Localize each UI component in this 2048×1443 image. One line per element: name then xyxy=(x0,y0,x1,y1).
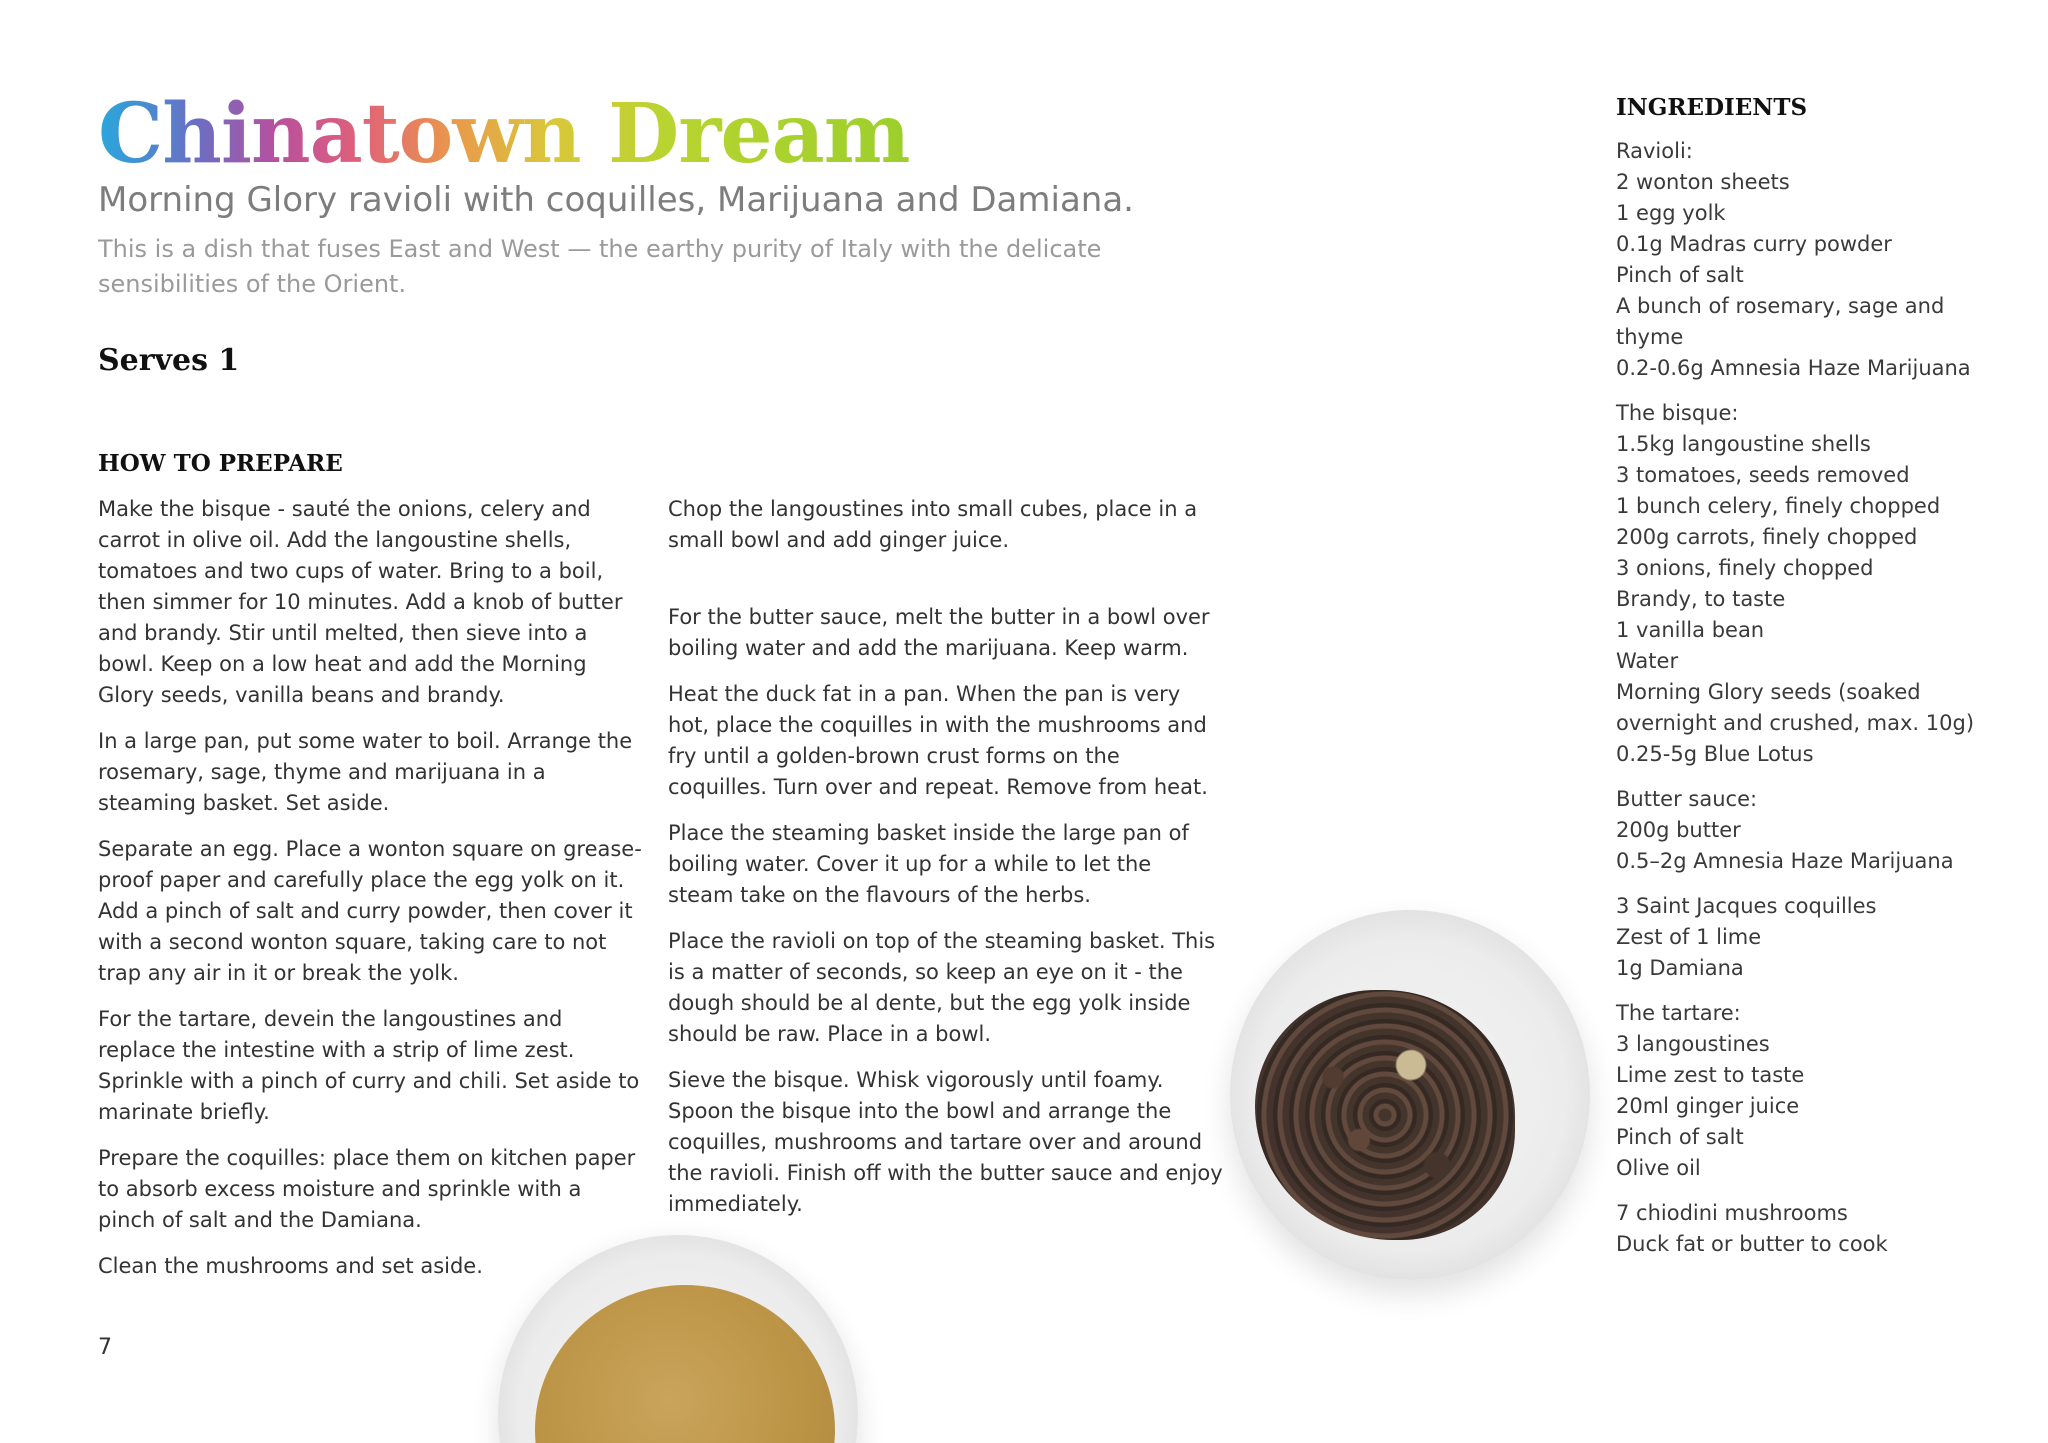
ingredient-line: 3 onions, finely chopped xyxy=(1616,556,1874,580)
ingredient-line: Morning Glory seeds (soaked overnight and crushed, max. 10g) xyxy=(1616,680,1975,735)
method-step: Heat the duck fat in a pan. When the pan is very hot, place the coquilles in with the mushrooms and fry until a golden-brown crust forms on the coquilles. Turn over and repeat. Remove from heat. xyxy=(668,682,1208,799)
recipe-title: Chinatown Dream xyxy=(98,86,910,182)
ingredient-line: 3 langoustines xyxy=(1616,1032,1770,1056)
method-step: Clean the mushrooms and set aside. xyxy=(98,1254,483,1278)
ingredients-panel xyxy=(1616,92,2016,1274)
ingredient-line: 200g butter xyxy=(1616,818,1741,842)
ingredient-group xyxy=(1616,998,2016,1184)
method-step: Place the ravioli on top of the steaming basket. This is a matter of seconds, so keep an eye on it - the dough should be al dente, but the egg yolk inside should be raw. Place in a bowl. xyxy=(668,929,1216,1046)
recipe-subtitle: Morning Glory ravioli with coquilles, Marijuana and Damiana. xyxy=(98,180,1134,220)
ingredient-line: 3 Saint Jacques coquilles xyxy=(1616,894,1877,918)
method-step: For the butter sauce, melt the butter in a bowl over boiling water and add the marijuana. Keep warm. xyxy=(668,605,1210,660)
ingredient-line: Pinch of salt xyxy=(1616,1125,1744,1149)
recipe-intro: This is a dish that fuses East and West — the earthy purity of Italy with the delicate sensibilities of the Orient. xyxy=(98,235,1102,298)
method-step: Separate an egg. Place a wonton square on grease-proof paper and carefully place the egg yolk on it. Add a pinch of salt and curry powder, then cover it with a second wonton square, taking care to not trap any air in it or break the yolk. xyxy=(98,837,642,985)
method-step: Chop the langoustines into small cubes, place in a small bowl and add ginger juice. xyxy=(668,497,1198,552)
ingredient-line: 7 chiodini mushrooms xyxy=(1616,1201,1848,1225)
ingredient-group xyxy=(1616,136,2016,384)
ingredient-line: 1.5kg langoustine shells xyxy=(1616,432,1871,456)
ingredient-group xyxy=(1616,1198,2016,1260)
ingredient-line: Butter sauce: xyxy=(1616,787,1758,811)
ingredient-line: 200g carrots, finely chopped xyxy=(1616,525,1918,549)
ingredient-line: Duck fat or butter to cook xyxy=(1616,1232,1888,1256)
method-step: In a large pan, put some water to boil. Arrange the rosemary, sage, thyme and marijuana in a steaming basket. Set aside. xyxy=(98,729,633,815)
ingredient-line: Lime zest to taste xyxy=(1616,1063,1805,1087)
page-number: 7 xyxy=(98,1335,112,1360)
ingredient-group xyxy=(1616,891,2016,984)
ingredient-group xyxy=(1616,398,2016,770)
ingredient-line: 0.2-0.6g Amnesia Haze Marijuana xyxy=(1616,356,1971,380)
ingredient-line: 1 bunch celery, finely chopped xyxy=(1616,494,1941,518)
serves-heading: Serves 1 xyxy=(98,343,240,378)
ingredient-line: 0.25-5g Blue Lotus xyxy=(1616,742,1814,766)
ingredient-group xyxy=(1616,784,2016,877)
ingredient-line: 20ml ginger juice xyxy=(1616,1094,1800,1118)
ingredients-heading: INGREDIENTS xyxy=(1616,94,1808,121)
ingredient-line: 0.1g Madras curry powder xyxy=(1616,232,1892,256)
ingredient-line: 0.5–2g Amnesia Haze Marijuana xyxy=(1616,849,1954,873)
ingredient-line: The tartare: xyxy=(1616,1001,1741,1025)
ingredient-line: Olive oil xyxy=(1616,1156,1701,1180)
ingredient-line: Brandy, to taste xyxy=(1616,587,1786,611)
ingredient-line: Zest of 1 lime xyxy=(1616,925,1762,949)
ingredient-line: Pinch of salt xyxy=(1616,263,1744,287)
how-to-prepare-heading: HOW TO PREPARE xyxy=(98,450,343,477)
ingredient-line: A bunch of rosemary, sage and thyme xyxy=(1616,294,1945,349)
method-column-right xyxy=(668,494,1223,1235)
ingredient-line: 2 wonton sheets xyxy=(1616,170,1790,194)
ingredient-line: 3 tomatoes, seeds removed xyxy=(1616,463,1910,487)
ingredient-line: Ravioli: xyxy=(1616,139,1693,163)
method-step: Make the bisque - sauté the onions, celery and carrot in olive oil. Add the langoustine shells, tomatoes and two cups of water. Bring to a boil, then simmer for 10 minutes. Add a knob of butter and brandy. Stir until melted, then sieve into a bowl. Keep on a low heat and add the Morning Glory seeds, vanilla beans and brandy. xyxy=(98,497,623,707)
ingredient-line: 1 egg yolk xyxy=(1616,201,1726,225)
method-step: Place the steaming basket inside the large pan of boiling water. Cover it up for a while to let the steam take on the flavours of the herbs. xyxy=(668,821,1189,907)
ingredient-groups xyxy=(1616,136,2016,1260)
method-step: For the tartare, devein the langoustines and replace the intestine with a strip of lime zest. Sprinkle with a pinch of curry and chili. Set aside to marinate briefly. xyxy=(98,1007,640,1124)
ingredient-line: Water xyxy=(1616,649,1679,673)
method-step: Prepare the coquilles: place them on kitchen paper to absorb excess moisture and sprinkle with a pinch of salt and the Damiana. xyxy=(98,1146,636,1232)
ingredient-line: 1 vanilla bean xyxy=(1616,618,1765,642)
method-column-left xyxy=(98,494,643,1297)
method-step: Sieve the bisque. Whisk vigorously until foamy. Spoon the bisque into the bowl and arrange the coquilles, mushrooms and tartare over and around the ravioli. Finish off with the butter sauce and enjoy immediately. xyxy=(668,1068,1223,1216)
ingredient-line: 1g Damiana xyxy=(1616,956,1744,980)
ingredient-line: The bisque: xyxy=(1616,401,1739,425)
